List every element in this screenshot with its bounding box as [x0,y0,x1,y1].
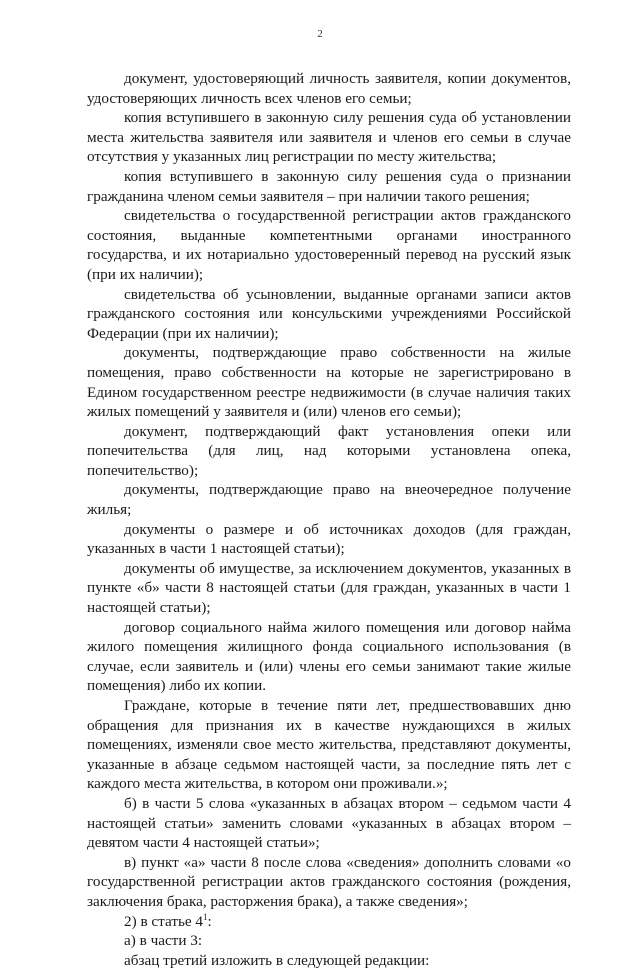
paragraph: свидетельства о государственной регистрации актов гражданского состояния, выданные компетентными органами иностранного государства, и их нотариально удостоверенный перевод на русский язык (при их наличии); [87,207,571,283]
paragraph: документы об имуществе, за исключением документов, указанных в пункте «б» части 8 настоящей статьи (для граждан, указанных в части 1 настоящей статьи); [87,559,571,617]
item-2-heading [87,912,571,932]
item-2-suffix: : [207,912,212,930]
paragraph: документы, подтверждающие право на внеочередное получение жилья; [87,481,571,519]
paragraph: свидетельства об усыновлении, выданные органами записи актов гражданского состояния или консульскими учреждениями Российской Федерации (при их наличии); [87,285,571,342]
paragraph: Граждане, которые в течение пяти лет, предшествовавших дню обращения для признания их в качестве нуждающихся в жилых помещениях, изменяли свое место жительства, представляют документы, указанные в абзаце седьмом настоящей части, за последние пять лет с каждого места жительства, в котором они проживали.»; [87,697,571,793]
item-2-prefix: 2) в статье 4 [124,912,204,930]
paragraph: б) в части 5 слова «указанных в абзацах втором – седьмом части 4 настоящей статьи» заменить словами «указанных в абзацах втором – девятом части 4 настоящей статьи»; [87,794,571,852]
item-a-heading: а) в части 3: [124,932,203,950]
paragraph: документ, удостоверяющий личность заявителя, копии документов, удостоверяющих личность всех членов его семьи; [87,70,571,107]
paragraph: документ, подтверждающий факт установления опеки или попечительства (для лиц, над которыми установлена опека, попечительство); [87,422,571,479]
paragraph: копия вступившего в законную силу решения суда об установлении места жительства заявителя или заявителя и членов его семьи в случае отсутствия у указанных лиц регистрации по месту жительства; [87,109,571,166]
page-number: 2 [317,28,323,40]
item-a-paragraph: абзац третий изложить в следующей редакции: [124,951,430,969]
paragraph: документы о размере и об источниках доходов (для граждан, указанных в части 1 настоящей статьи); [87,520,571,558]
paragraph: в) пункт «а» части 8 после слова «сведения» дополнить словами «о государственной регистрации актов гражданского состояния (рождения, заключения брака, расторжения брака), а также сведения»; [87,853,571,910]
document-body [87,69,571,970]
paragraph: копия вступившего в законную силу решения суда о признании гражданина членом семьи заявителя – при наличии такого решения; [87,167,571,205]
paragraph: документы, подтверждающие право собственности на жилые помещения, право собственности на которые не зарегистрировано в Едином государственном реестре недвижимости (в случае наличия таких жилых помещений у заявителя и (или) членов его семьи); [87,344,571,421]
paragraph: договор социального найма жилого помещения или договор найма жилого помещения жилищного фонда социального использования (в случае, если заявитель и (или) члены его семьи занимают такие жилые помещения) либо их копии. [87,618,571,695]
item-2-superscript: 1 [203,911,208,922]
